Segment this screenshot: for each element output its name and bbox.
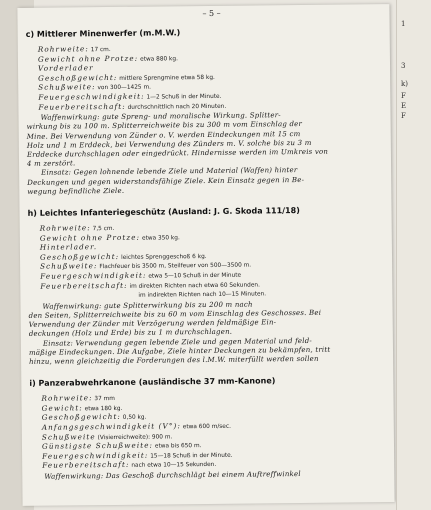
spec-value: 7,5 cm. [90,225,115,233]
spec-label: Feuergeschwindigkeit: [38,91,145,102]
spec-value: etwa bis 650 m. [153,443,202,450]
adjacent-page-text: 1 [401,20,406,28]
spec-label: Geschoßgewicht: [38,72,118,83]
paragraph-line: Waffenwirkung: Das Geschoß durchschlägt bei einem Auftreffwinkel [44,470,301,481]
adjacent-page-edge [396,0,431,510]
paragraph-line: Waffenwirkung: gute Splitterwirkung bis zu 200 m nach [42,300,253,311]
paragraph-line: hinzu, wenn gleichzeitig die Forderungen des l.M.W. miterfüllt werden sollen [29,354,319,366]
paragraph-line: deckungen (Holz und Erde) bis zu 1 m durchschlagen. [28,328,233,339]
page-number: – 5 – [202,8,221,19]
spec-label: Gewicht ohne Protze: [37,53,139,64]
paragraph-line: Waffenwirkung: gute Spreng- und moralische Wirkung. Splitter- [40,111,281,122]
spec-value: von 300—1425 m. [95,84,151,92]
section-heading: i) Panzerabwehrkanone (ausländische 37 mm-Kanone) [29,376,276,389]
spec-value: 0,50 kg. [120,415,147,422]
spec-label: Anfangsgeschwindigkeit (V°): [41,421,181,432]
spec-label: Geschoßgewicht: [41,412,121,423]
spec-label: Rohrweite: [37,44,89,54]
document-page [17,4,394,506]
spec-line [138,289,266,301]
paragraph-line: wegung befindliche Ziele. [27,186,125,196]
spec-value: durchschnittlich nach 20 Minuten. [125,103,227,111]
paragraph-line: Mine. Bei Verwendung von Zünder o. V. werden Eindeckungen mit 15 cm [26,129,301,141]
paragraph-line: Verwendung der Zünder mit Verzögerung werden feldmäßige Ein- [28,318,277,330]
paragraph-line: Deckungen und gegen widerstandsfähige Ziele. Kein Einsatz gegen in Be- [27,175,305,187]
spec-value: etwa 180 kg. [82,405,123,413]
spec-label: Gewicht ohne Protze: [39,232,141,243]
spec-value: (Visierreichweite): 900 m. [95,433,173,441]
spec-label: Feuergeschwindigkeit: [40,270,147,281]
spec-value: etwa 600 m/sec. [180,423,231,431]
spec-value: mittlere Sprengmine etwa 58 kg. [117,74,215,82]
spec-label: Schußweite: [38,82,96,93]
spec-value: etwa 5—10 Schuß in der Minute [146,272,242,280]
paragraph-line: 4 m zerstört. [26,159,76,169]
spec-value: 37 mm [92,396,115,403]
spec-value: nach etwa 10—15 Sekunden. [129,462,217,470]
paragraph-line: den Seiten, Splitterreichweite bis zu 60 m vom Einschlag des Geschosses. Bei [28,308,322,320]
paragraph-line: Einsatz: Verwendung gegen lebende Ziele und gegen Material und feld- [42,336,312,348]
spec-value: etwa 350 kg. [140,234,180,242]
adjacent-page-text: k) [401,80,408,88]
paragraph-line: Holz und 1 m Erddeck, bei Verwendung des Zünders m. V. solche bis zu 3 m [26,138,312,150]
spec-label: Feuerbereitschaft: [38,101,126,112]
section-heading: c) Mittlerer Minenwerfer (m.M.W.) [25,28,181,39]
paragraph-line: Einsatz: Gegen lohnende lebende Ziele und Material (Waffen) hinter [41,166,298,178]
spec-value: 15—18 Schuß in der Minute. [148,452,233,460]
spec-value: im indirekten Richten nach 10—15 Minuten. [138,291,267,299]
spec-value: etwa 880 kg. [138,55,178,63]
adjacent-page-text: 3 [401,62,406,70]
spec-label: Vorderlader [37,63,94,73]
spec-label: Schußweite [41,431,96,442]
spec-label: Günstigste Schußweite: [41,440,154,451]
spec-label: Feuerbereitschaft: [42,460,130,471]
paragraph-line: Erddecke durchschlagen oder eingedrückt. Hindernisse werden im Umkreis von [26,147,329,159]
spec-label: Rohrweite: [39,223,91,233]
section-heading: h) Leichtes Infanteriegeschütz (Ausland: J. G. Skoda 111/18) [27,206,300,218]
spec-label: Feuergeschwindigkeit: [42,450,149,461]
adjacent-page-text: F [401,92,406,100]
spec-label: Hinterlader. [39,242,98,252]
spec-value: leichtes Sprenggeschoß 6 kg. [119,253,207,261]
spec-label: Feuerbereitschaft: [40,280,128,291]
spec-value: im direkten Richten nach etwa 60 Sekunden. [127,282,260,290]
spec-label: Gewicht: [41,403,83,413]
spec-value: 17 cm. [88,46,111,54]
paragraph-line: mäßige Eindeckungen. Die Aufgabe, Ziele hinter Deckungen zu bekämpfen, tritt [28,345,331,357]
spec-label: Geschoßgewicht: [39,251,120,262]
spec-value: 1—2 Schuß in der Minute. [144,93,222,101]
adjacent-page-text: E [401,102,407,110]
spec-label: Rohrweite: [41,393,93,403]
spec-label: Schußweite: [40,261,98,272]
paragraph-line: wirkung bis zu 100 m. Splitterreichweite bis zu 300 m vom Einschlag der [26,120,303,132]
spec-value: Flachfeuer bis 3500 m, Steilfeuer von 500—3500 m. [97,262,252,271]
adjacent-page-text: F [401,112,406,120]
